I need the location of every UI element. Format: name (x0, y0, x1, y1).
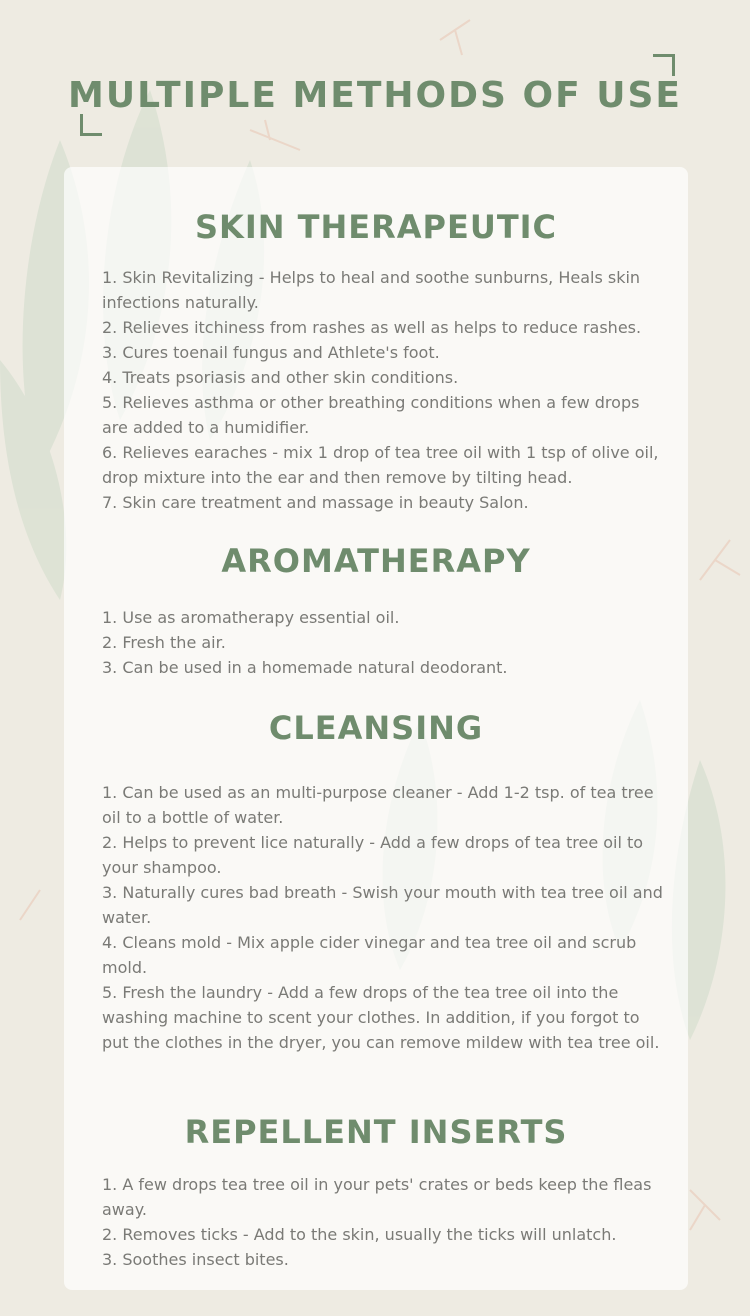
list-item: 6. Relieves earaches - mix 1 drop of tea tree oil with 1 tsp of olive oil, drop mixture into the ear and then remove by tilting head. (102, 443, 659, 487)
list-item: 1. Use as aromatherapy essential oil. (102, 608, 400, 627)
page-title: MULTIPLE METHODS OF USE (68, 75, 682, 116)
list-item: 3. Naturally cures bad breath - Swish your mouth with tea tree oil and water. (102, 883, 663, 927)
section-title-cleansing: CLEANSING (268, 709, 484, 747)
cleansing-list (102, 780, 668, 1055)
corner-bracket-top-right (653, 54, 675, 76)
list-item: 4. Treats psoriasis and other skin conditions. (102, 368, 459, 387)
list-item: 1. A few drops tea tree oil in your pets' crates or beds keep the fleas away. (102, 1175, 652, 1219)
list-item: 2. Fresh the air. (102, 633, 226, 652)
list-item: 2. Helps to prevent lice naturally - Add a few drops of tea tree oil to your shampoo. (102, 833, 644, 877)
list-item: 2. Relieves itchiness from rashes as well as helps to reduce rashes. (102, 318, 642, 337)
section-title-skin-therapeutic: SKIN THERAPEUTIC (194, 208, 558, 246)
list-item: 3. Soothes insect bites. (102, 1250, 289, 1269)
list-item: 3. Cures toenail fungus and Athlete's foot. (102, 343, 440, 362)
list-item: 2. Removes ticks - Add to the skin, usually the ticks will unlatch. (102, 1225, 617, 1244)
list-item: 1. Can be used as an multi-purpose cleaner - Add 1-2 tsp. of tea tree oil to a bottle of water. (102, 783, 654, 827)
aromatherapy-list (102, 605, 668, 680)
list-item: 5. Relieves asthma or other breathing conditions when a few drops are added to a humidifier. (102, 393, 640, 437)
list-item: 3. Can be used in a homemade natural deodorant. (102, 658, 508, 677)
skin-therapeutic-list (102, 265, 668, 515)
section-title-repellent-inserts: REPELLENT INSERTS (184, 1113, 568, 1151)
list-item: 1. Skin Revitalizing - Helps to heal and soothe sunburns, Heals skin infections naturally. (102, 268, 641, 312)
list-item: 7. Skin care treatment and massage in beauty Salon. (102, 493, 529, 512)
list-item: 4. Cleans mold - Mix apple cider vinegar and tea tree oil and scrub mold. (102, 933, 637, 977)
repellent-inserts-list (102, 1172, 668, 1272)
list-item: 5. Fresh the laundry - Add a few drops of the tea tree oil into the washing machine to scent your clothes. In addition, if you forgot to put the clothes in the dryer, you can remove mildew with tea tree oil. (102, 983, 660, 1052)
section-title-aromatherapy: AROMATHERAPY (221, 542, 531, 580)
